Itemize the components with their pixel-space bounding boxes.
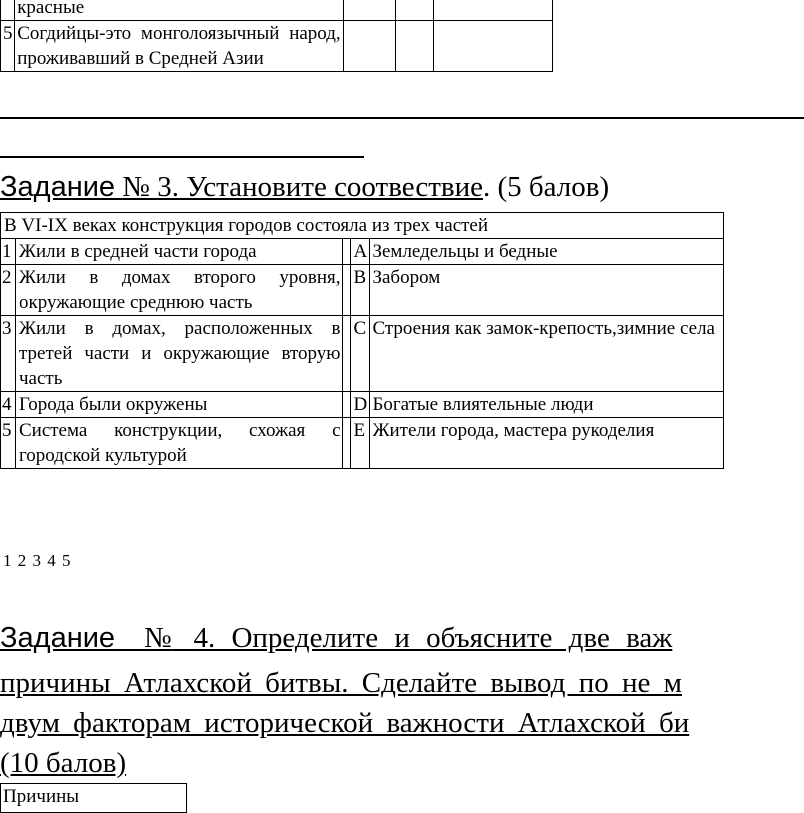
row-number xyxy=(1,0,15,21)
table-row xyxy=(1,265,724,316)
reasons-table-header: Причины xyxy=(0,783,187,813)
table-title: В VI-IX веках конструкция городов состояла из трех частей xyxy=(1,213,724,239)
table-title-row xyxy=(1,213,724,239)
answer-cell-correction xyxy=(434,21,553,72)
table-row xyxy=(1,239,724,265)
row-number: 1 xyxy=(1,239,16,265)
short-rule xyxy=(0,156,364,158)
answer-numbers: 1 2 3 4 5 xyxy=(3,551,72,570)
row-letter: E xyxy=(351,418,370,469)
row-number: 2 xyxy=(1,265,16,316)
row-number: 5 xyxy=(1,418,16,469)
task-label: Задание xyxy=(0,622,116,654)
task4-line-1 xyxy=(0,621,672,655)
left-item: Жили в домах, расположенных в третей части и окружающие вторую часть xyxy=(15,316,342,392)
table-row xyxy=(1,21,553,72)
answer-cell-false xyxy=(396,21,434,72)
task4-text: 4. Определите и объясните две важ xyxy=(193,622,673,654)
row-number: 4 xyxy=(1,392,16,418)
matching-table xyxy=(0,212,724,469)
row-letter: C xyxy=(351,316,370,392)
task2-table xyxy=(0,0,553,72)
table-row xyxy=(1,392,724,418)
task4-line-4: (10 балов) xyxy=(0,747,127,779)
right-item: Богатые влиятельные люди xyxy=(370,392,724,418)
answer-cell-true xyxy=(343,21,395,72)
right-item: Жители города, мастера рукоделия xyxy=(370,418,724,469)
statement-text: красные xyxy=(15,0,344,21)
table-row xyxy=(1,418,724,469)
left-item: Жили в средней части города xyxy=(15,239,342,265)
row-number: 3 xyxy=(1,316,16,392)
gap-cell xyxy=(342,418,351,469)
left-item: Система конструкции, схожая с городской культурой xyxy=(15,418,342,469)
gap-cell xyxy=(342,239,351,265)
answer-cell-true xyxy=(343,0,395,21)
answer-cell-correction xyxy=(434,0,553,21)
task3-heading xyxy=(0,170,609,204)
row-number: 5 xyxy=(1,21,15,72)
task-points: . (5 балов) xyxy=(482,171,610,203)
answer-cell-false xyxy=(396,0,434,21)
gap-cell xyxy=(342,392,351,418)
number-sign: № xyxy=(122,171,150,203)
task4-line-3: двум факторам исторической важности Атлахской би xyxy=(0,707,690,739)
right-item: Забором xyxy=(370,265,724,316)
separator-line xyxy=(0,117,804,119)
right-item: Строения как замок-крепость,зимние села xyxy=(370,316,724,392)
right-item: Земледельцы и бедные xyxy=(370,239,724,265)
table-row xyxy=(1,0,553,21)
statement-text: Согдийцы-это монголоязычный народ, проживавший в Средней Азии xyxy=(15,21,344,72)
task4-line-2: причины Атлахской битвы. Сделайте вывод по не м xyxy=(0,667,682,699)
left-item: Жили в домах второго уровня, окружающие среднюю часть xyxy=(15,265,342,316)
table-row xyxy=(1,316,724,392)
number-sign: № xyxy=(144,622,172,654)
left-item: Города были окружены xyxy=(15,392,342,418)
gap-cell xyxy=(342,316,351,392)
task-instruction: 3. Установите соотвествие xyxy=(157,171,483,203)
row-letter: A xyxy=(351,239,370,265)
task-label: Задание xyxy=(0,171,116,203)
row-letter: B xyxy=(351,265,370,316)
row-letter: D xyxy=(351,392,370,418)
gap-cell xyxy=(342,265,351,316)
